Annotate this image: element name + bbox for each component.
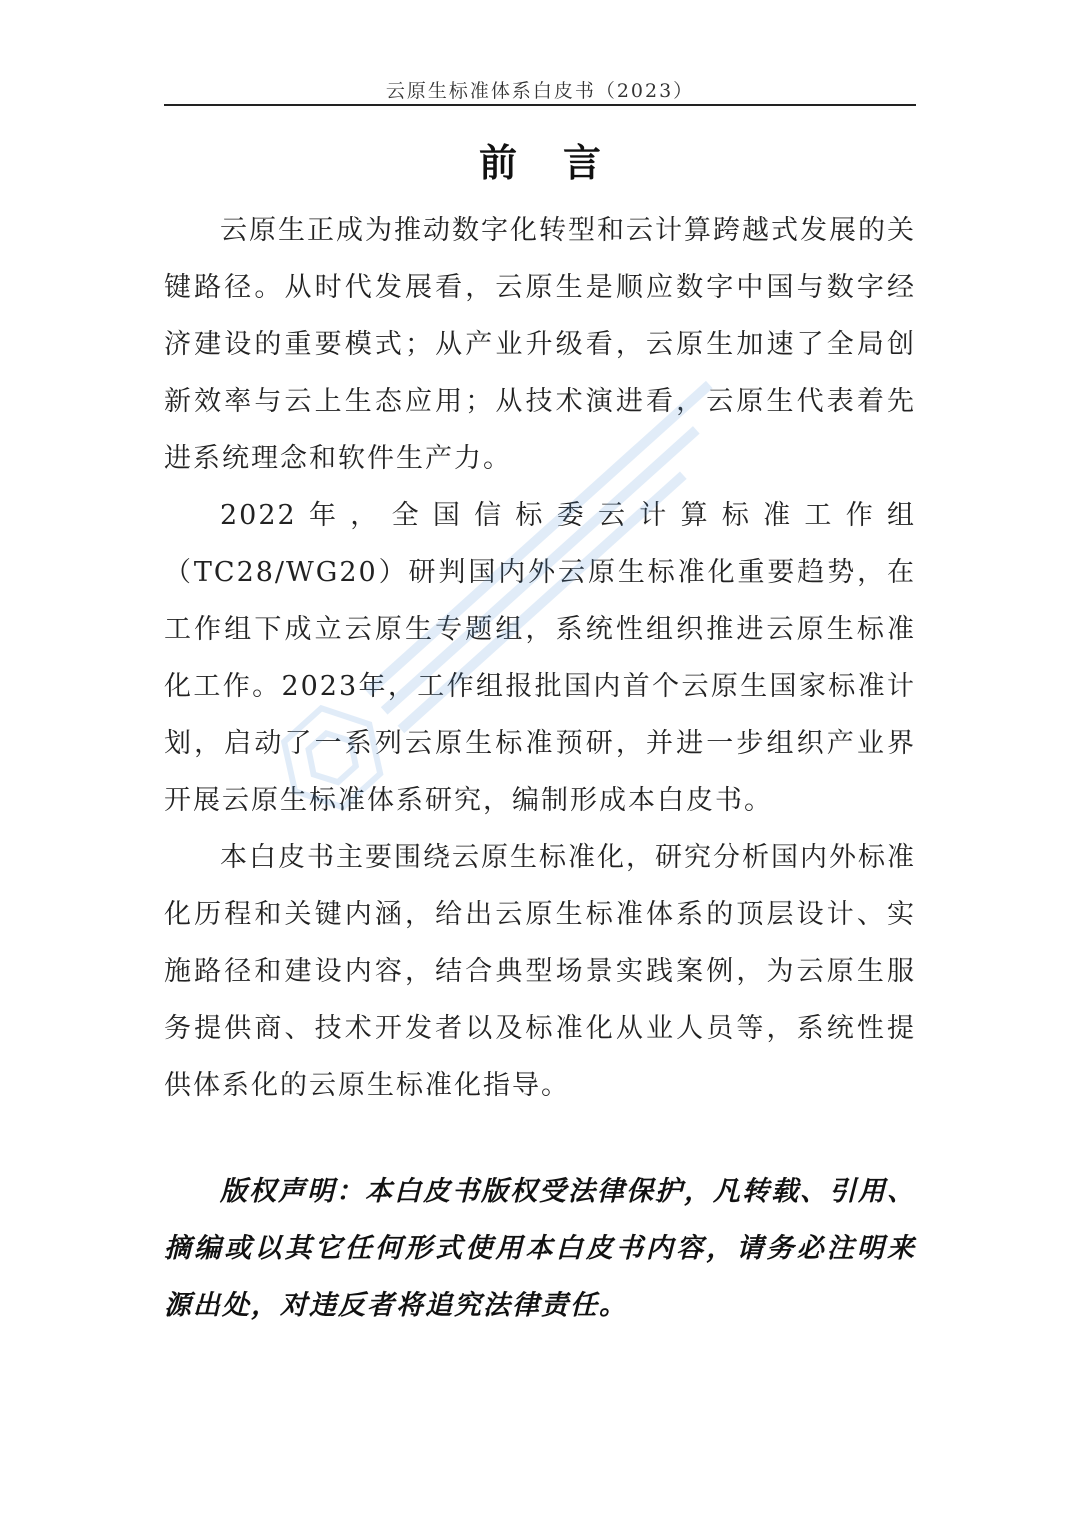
paragraph: 本白皮书主要围绕云原生标准化，研究分析国内外标准化历程和关键内涵，给出云原生标准体系的顶层设计、实施路径和建设内容，结合典型场景实践案例，为云原生服务提供商、技术开发者以及标准化从业人员等，系统性提供体系化的云原生标准化指导。 bbox=[164, 842, 916, 1101]
paragraph: 2022年，全国信标委云计算标准工作组（TC28/WG20）研判国内外云原生标准化重要趋势，在工作组下成立云原生专题组，系统性组织推进云原生标准化工作。2023年，工作组报批国内首个云原生国家标准计划，启动了一系列云原生标准预研，并进一步组织产业界开展云原生标准体系研究，编制形成本白皮书。 bbox=[164, 500, 916, 816]
copyright-notice: 版权声明：本白皮书版权受法律保护，凡转载、引用、摘编或以其它任何形式使用本白皮书内容，请务必注明来源出处，对违反者将追究法律责任。 bbox=[164, 1176, 916, 1321]
page-title: 前言 bbox=[478, 140, 647, 185]
header-divider bbox=[164, 104, 916, 106]
running-header: 云原生标准体系白皮书（2023） bbox=[385, 80, 695, 102]
body-text bbox=[164, 202, 916, 1114]
paragraph: 云原生正成为推动数字化转型和云计算跨越式发展的关键路径。从时代发展看，云原生是顺应数字中国与数字经济建设的重要模式；从产业升级看，云原生加速了全局创新效率与云上生态应用；从技术演进看，云原生代表着先进系统理念和软件生产力。 bbox=[164, 215, 916, 474]
